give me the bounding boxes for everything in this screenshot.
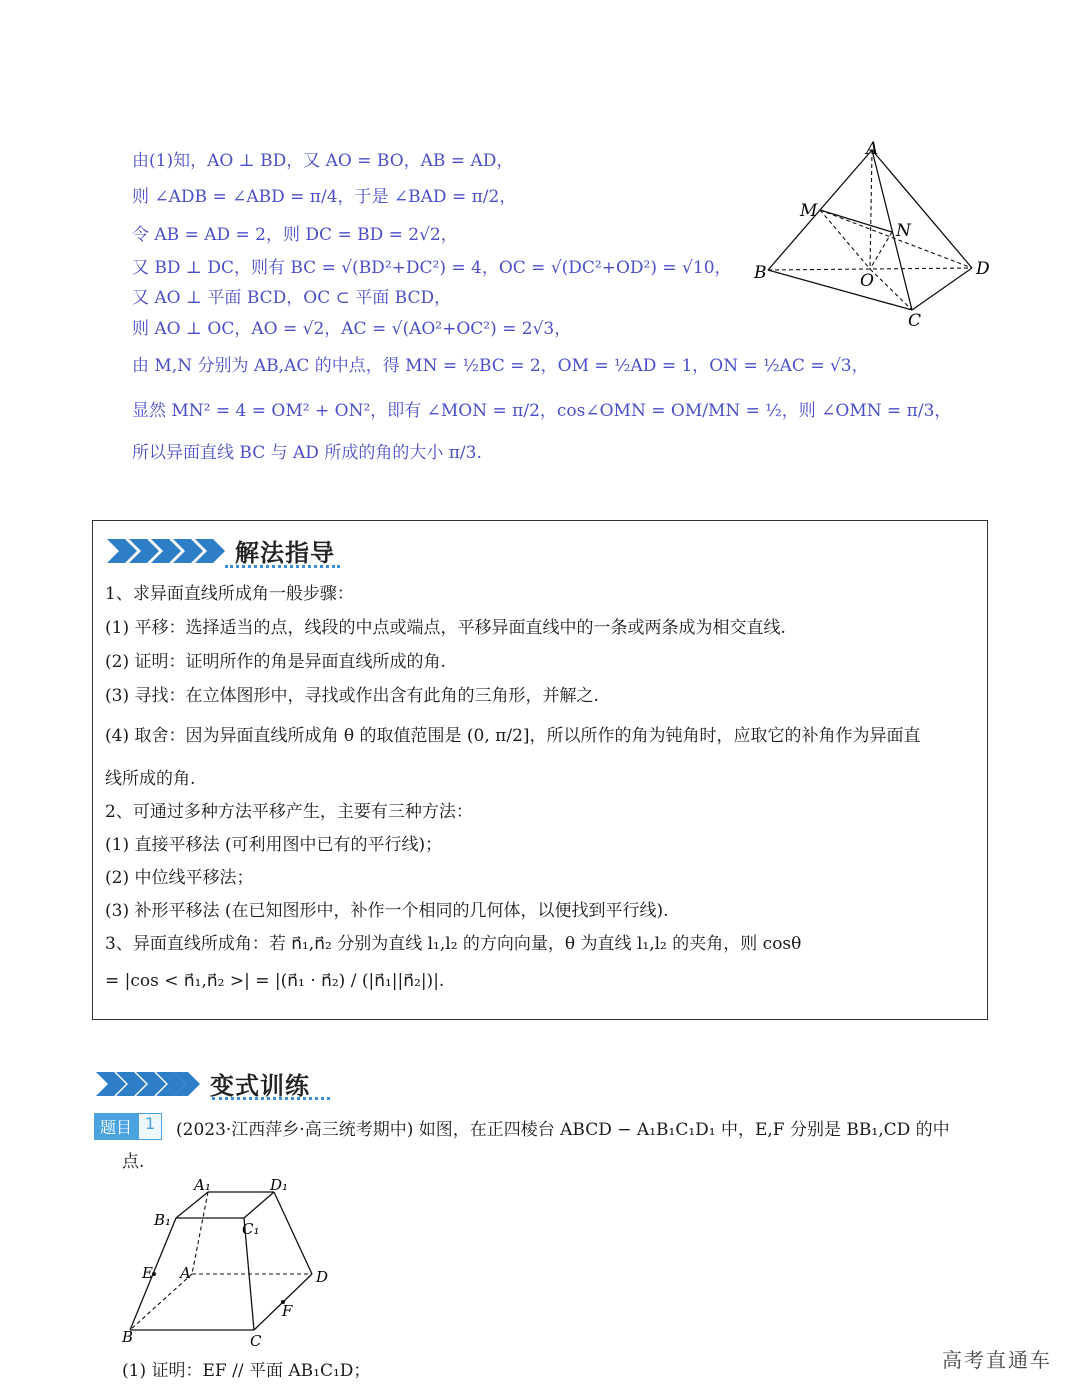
- chevrons-icon: [107, 537, 225, 565]
- solution-line: 由(1)知，AO ⊥ BD，又 AO = BO，AB = AD，: [132, 151, 514, 171]
- question-line: (2023·江西萍乡·高三统考期中) 如图，在正四棱台 ABCD − A₁B₁C₁D₁ 中，E,F 分别是 BB₁,CD 的中: [176, 1120, 950, 1140]
- label-O: O: [860, 271, 874, 291]
- guide-line: 3、异面直线所成角：若 n⃗₁,n⃗₂ 分别为直线 l₁,l₂ 的方向向量，θ 为直线 l₁,l₂ 的夹角，则 cosθ: [105, 934, 802, 954]
- label-D: D: [316, 1268, 329, 1286]
- label-B: B: [122, 1328, 134, 1346]
- guide-line: (3) 寻找：在立体图形中，寻找或作出含有此角的三角形，并解之.: [105, 686, 599, 706]
- label-D1: D₁: [270, 1176, 289, 1194]
- title-underline: [225, 565, 340, 568]
- guide-line: 线所成的角.: [105, 769, 196, 789]
- practice-underline: [212, 1097, 330, 1100]
- question-line: 点.: [122, 1152, 145, 1172]
- guide-line: (1) 平移：选择适当的点，线段的中点或端点，平移异面直线中的一条或两条成为相交直线.: [105, 618, 786, 638]
- guide-line: = |cos < n⃗₁,n⃗₂ >| = |(n⃗₁ · n⃗₂) / (|n⃗₁||n⃗₂|)|.: [105, 971, 445, 991]
- solution-line: 令 AB = AD = 2，则 DC = BD = 2√2，: [132, 225, 458, 245]
- solution-line: 又 AO ⊥ 平面 BCD，OC ⊂ 平面 BCD，: [132, 288, 452, 308]
- chevrons-icon: [96, 1070, 200, 1098]
- guide-banner: [107, 533, 335, 568]
- label-M: M: [800, 201, 818, 221]
- frustum-figure: [110, 1170, 350, 1350]
- label-C: C: [908, 311, 922, 331]
- question-badge-number: 1: [138, 1113, 162, 1140]
- solution-line: 则 AO ⊥ OC，AO = √2，AC = √(AO²+OC²) = 2√3，: [132, 319, 572, 339]
- question-badge: [94, 1113, 162, 1140]
- label-C1: C₁: [242, 1220, 260, 1238]
- method-guide-box: [92, 520, 988, 1020]
- question-badge-label: 题目: [94, 1113, 138, 1140]
- label-B1: B₁: [154, 1211, 172, 1229]
- guide-title: 解法指导: [235, 539, 335, 567]
- solution-line: 则 ∠ADB = ∠ABD = π/4，于是 ∠BAD = π/2，: [132, 187, 517, 207]
- label-A1: A₁: [194, 1176, 211, 1194]
- label-E: E: [142, 1264, 153, 1282]
- label-C: C: [250, 1332, 262, 1350]
- label-A: A: [866, 139, 879, 159]
- guide-line: (2) 中位线平移法；: [105, 868, 254, 888]
- sub-question-1: (1) 证明：EF // 平面 AB₁C₁D；: [122, 1361, 371, 1381]
- guide-line: (4) 取舍：因为异面直线所成角 θ 的取值范围是 (0, π/2]，所以所作的角为钝角时，应取它的补角作为异面直: [105, 726, 921, 746]
- solution-line: 由 M,N 分别为 AB,AC 的中点，得 MN = ½BC = 2，OM = ½AD = 1，ON = ½AC = √3，: [132, 356, 869, 376]
- practice-title: 变式训练: [210, 1072, 310, 1100]
- guide-line: (2) 证明：证明所作的角是异面直线所成的角.: [105, 652, 446, 672]
- solution-line: 又 BD ⊥ DC，则有 BC = √(BD²+DC²) = 4，OC = √(DC²+OD²) = √10，: [132, 258, 732, 278]
- guide-line: (1) 直接平移法 (可利用图中已有的平行线)；: [105, 835, 443, 855]
- watermark: 高考直通车: [942, 1348, 1052, 1372]
- guide-line: 2、可通过多种方法平移产生，主要有三种方法：: [105, 802, 473, 822]
- label-F: F: [282, 1302, 293, 1320]
- solution-line: 所以异面直线 BC 与 AD 所成的角的大小 π/3.: [132, 443, 482, 463]
- label-N: N: [896, 221, 911, 241]
- label-D: D: [976, 259, 990, 279]
- solution-line: 显然 MN² = 4 = OM² + ON²，即有 ∠MON = π/2，cos∠OMN = OM/MN = ½，则 ∠OMN = π/3，: [132, 401, 952, 421]
- guide-line: (3) 补形平移法 (在已知图形中，补作一个相同的几何体，以便找到平行线).: [105, 901, 669, 921]
- guide-line: 1、求异面直线所成角一般步骤：: [105, 584, 354, 604]
- label-A: A: [180, 1264, 191, 1282]
- practice-banner: [96, 1066, 310, 1101]
- label-B: B: [754, 263, 767, 283]
- pyramid-figure: [750, 138, 1020, 338]
